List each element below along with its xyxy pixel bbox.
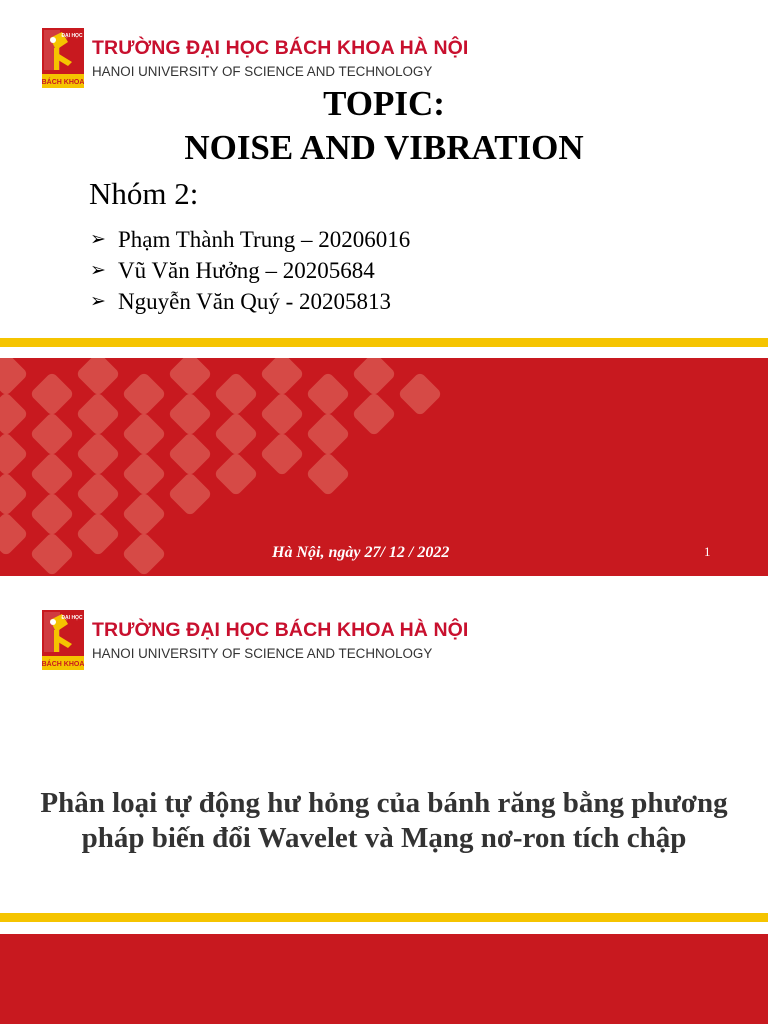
- topic-title: NOISE AND VIBRATION: [184, 128, 584, 167]
- member-list: [90, 224, 410, 317]
- diamond-shape: [397, 371, 442, 416]
- diamond-shape: [259, 431, 304, 476]
- diamond-shape: [29, 411, 74, 456]
- arrowhead-bullet-icon: ➢: [90, 260, 106, 281]
- svg-text:BÁCH KHOA: BÁCH KHOA: [42, 79, 84, 86]
- diamond-shape: [259, 358, 304, 397]
- university-name-vn: TRƯỜNG ĐẠI HỌC BÁCH KHOA HÀ NỘI: [92, 37, 469, 59]
- group-label: Nhóm 2:: [89, 176, 199, 211]
- diamond-shape: [167, 391, 212, 436]
- university-name-vn: TRƯỜNG ĐẠI HỌC BÁCH KHOA HÀ NỘI: [92, 619, 469, 641]
- diamond-shape: [305, 451, 350, 496]
- diamond-shape: [213, 411, 258, 456]
- university-name-en: HANOI UNIVERSITY OF SCIENCE AND TECHNOLOGY: [92, 64, 433, 79]
- page-number: 1: [704, 544, 711, 559]
- university-logo: [42, 610, 84, 670]
- diamond-shape: [75, 511, 120, 556]
- red-banner: [0, 358, 768, 576]
- diamond-shape: [305, 411, 350, 456]
- diamond-shape: [0, 358, 29, 397]
- diamond-shape: [213, 451, 258, 496]
- arrowhead-bullet-icon: ➢: [90, 229, 106, 250]
- svg-text:ĐẠI HỌC: ĐẠI HỌC: [61, 33, 83, 39]
- diamond-shape: [351, 358, 396, 397]
- diamond-shape: [0, 431, 29, 476]
- diamond-shape: [213, 371, 258, 416]
- diamond-shape: [75, 358, 120, 397]
- arrowhead-bullet-icon: ➢: [90, 291, 106, 312]
- diamond-shape: [75, 391, 120, 436]
- yellow-stripe: [0, 913, 768, 922]
- university-logo-icon: [42, 28, 84, 88]
- diamond-shape: [121, 371, 166, 416]
- diamond-shape: [167, 431, 212, 476]
- diamond-shape: [29, 451, 74, 496]
- university-logo: [42, 28, 84, 88]
- date-text: Hà Nội, ngày 27/ 12 / 2022: [272, 544, 450, 561]
- svg-text:ĐẠI HỌC: ĐẠI HỌC: [61, 615, 83, 621]
- university-logo-icon: [42, 610, 84, 670]
- diamond-shape: [167, 358, 212, 397]
- diamond-shape: [75, 471, 120, 516]
- member-name: Vũ Văn Hưởng – 20205684: [118, 257, 375, 283]
- member-name: Phạm Thành Trung – 20206016: [118, 226, 411, 252]
- diamond-shape: [29, 531, 74, 576]
- diamond-shape: [121, 451, 166, 496]
- svg-text:BÁCH KHOA: BÁCH KHOA: [42, 661, 84, 668]
- diamond-shape: [0, 471, 29, 516]
- thesis-title: Phân loại tự động hư hỏng của bánh răng bằng phương pháp biến đổi Wavelet và Mạng nơ-ron tích chập: [40, 787, 728, 854]
- red-banner: [0, 934, 768, 1024]
- diamond-shape: [259, 391, 304, 436]
- topic-heading: TOPIC:: [323, 84, 445, 123]
- diamond-shape: [75, 431, 120, 476]
- diamond-shape: [0, 511, 29, 556]
- yellow-stripe: [0, 338, 768, 347]
- diamond-shape: [305, 371, 350, 416]
- diamond-shape: [121, 491, 166, 536]
- diamond-shape: [351, 391, 396, 436]
- slide-2: [0, 582, 768, 1024]
- diamond-shape: [121, 411, 166, 456]
- member-name: Nguyễn Văn Quý - 20205813: [118, 288, 391, 314]
- list-item: [90, 255, 410, 286]
- diamond-shape: [29, 371, 74, 416]
- diamond-shape: [29, 491, 74, 536]
- diamond-shape: [0, 391, 29, 436]
- diamond-shape: [167, 471, 212, 516]
- list-item: [90, 224, 410, 255]
- diamond-shape: [121, 531, 166, 576]
- list-item: [90, 286, 410, 317]
- university-name-en: HANOI UNIVERSITY OF SCIENCE AND TECHNOLOGY: [92, 646, 433, 661]
